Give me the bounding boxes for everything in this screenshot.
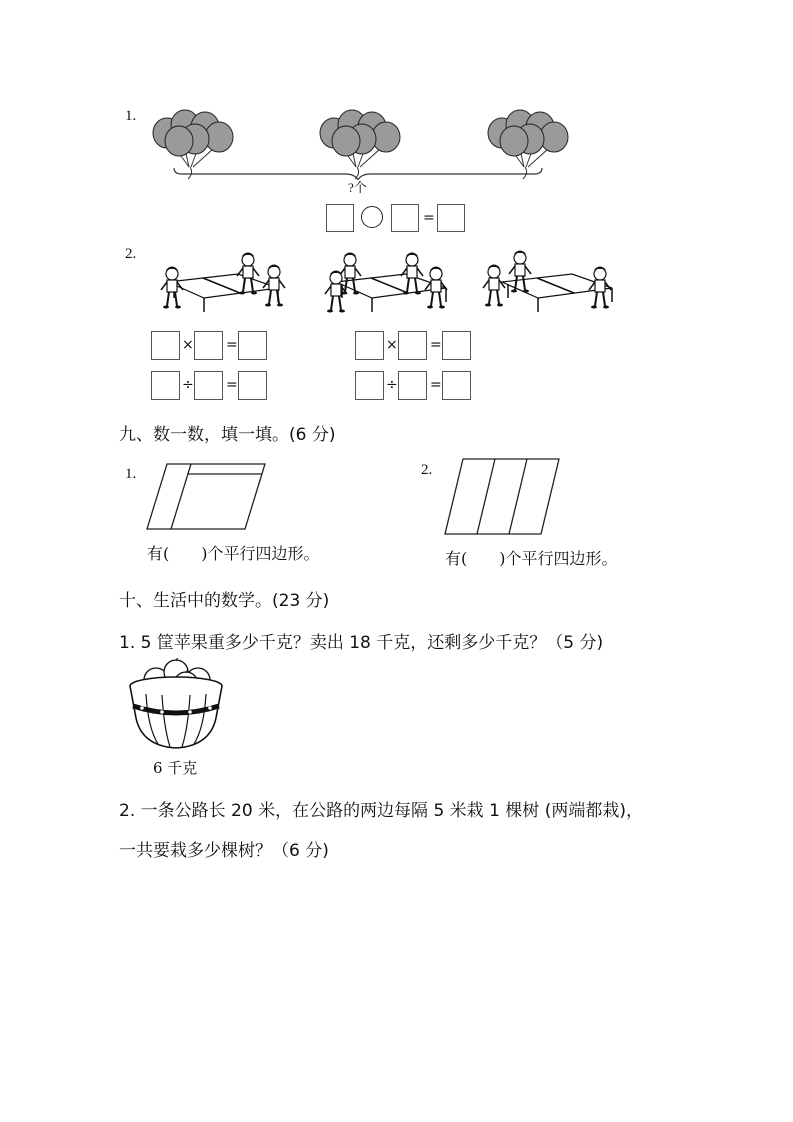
equals-sign: = <box>423 210 435 226</box>
question-number-balloons: 1. <box>125 108 137 124</box>
equals-sign: = <box>430 337 442 353</box>
multiply-sign: × <box>182 337 194 353</box>
section-9-title: 九、数一数，填一填。(6 分) <box>119 425 336 445</box>
problem-trees-line1: 2. 一条公路长 20 米，在公路的两边每隔 5 米栽 1 棵树 (两端都栽)， <box>119 801 643 821</box>
answer-box[interactable] <box>238 371 267 400</box>
multiply-sign: × <box>386 337 398 353</box>
answer-box[interactable] <box>442 371 471 400</box>
parallelogram-figure-1 <box>145 462 270 532</box>
answer-box[interactable] <box>194 331 223 360</box>
answer-box[interactable] <box>238 331 267 360</box>
answer-box[interactable] <box>355 331 384 360</box>
answer-box[interactable] <box>326 204 354 232</box>
basket-weight-label: 6 千克 <box>153 759 198 777</box>
question-number-parallelogram-2: 2. <box>421 462 433 478</box>
answer-box[interactable] <box>437 204 465 232</box>
problem-apples: 1. 5 筐苹果重多少千克？卖出 18 千克，还剩多少千克？（5 分) <box>119 633 604 653</box>
divide-sign: ÷ <box>182 377 194 393</box>
question-number-pingpong: 2. <box>125 246 137 262</box>
section-10-title: 十、生活中的数学。(23 分) <box>119 591 330 611</box>
parallelogram-count-caption-2: 有( )个平行四边形。 <box>445 549 618 568</box>
equals-sign: = <box>430 377 442 393</box>
equals-sign: = <box>226 337 238 353</box>
answer-box[interactable] <box>398 331 427 360</box>
pingpong-illustration <box>150 244 620 324</box>
parallelogram-figure-2 <box>443 457 563 537</box>
divide-sign: ÷ <box>386 377 398 393</box>
balloon-illustration <box>140 100 580 180</box>
answer-box[interactable] <box>151 371 180 400</box>
answer-box[interactable] <box>398 371 427 400</box>
equals-sign: = <box>226 377 238 393</box>
answer-box[interactable] <box>151 331 180 360</box>
question-number-parallelogram-1: 1. <box>125 466 137 482</box>
answer-box[interactable] <box>391 204 419 232</box>
operator-circle[interactable] <box>361 206 383 228</box>
answer-box[interactable] <box>442 331 471 360</box>
parallelogram-count-caption-1: 有( )个平行四边形。 <box>147 544 320 563</box>
answer-box[interactable] <box>355 371 384 400</box>
answer-box[interactable] <box>194 371 223 400</box>
brace-total-label: ?个 <box>348 180 367 195</box>
problem-trees-line2: 一共要栽多少棵树？（6 分) <box>119 841 329 861</box>
apple-basket-illustration <box>128 658 228 753</box>
